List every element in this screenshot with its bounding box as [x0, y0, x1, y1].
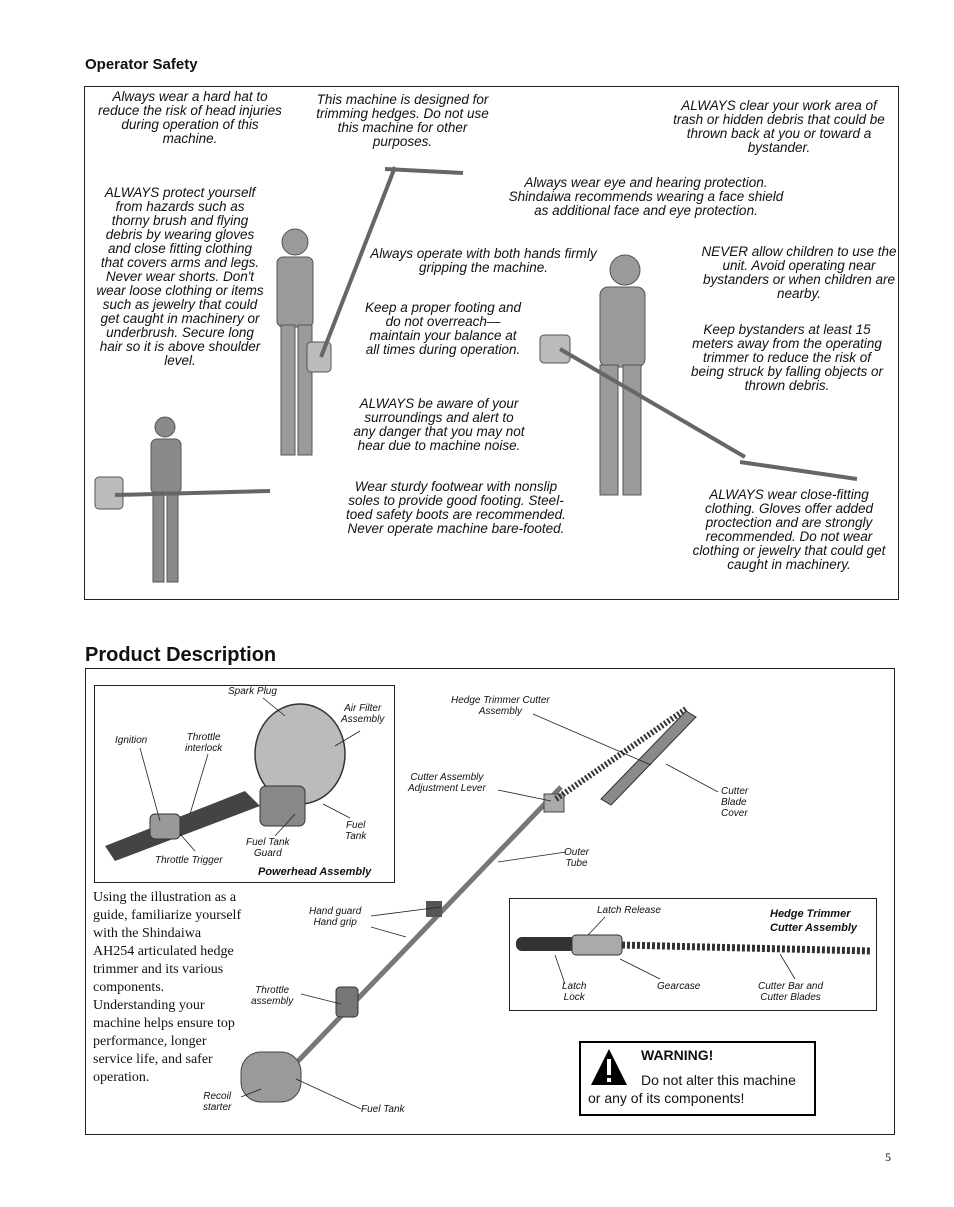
label-throttle-interlock: Throttle interlock: [185, 732, 223, 754]
warning-box: [579, 1041, 816, 1116]
throttle-grip: [150, 814, 180, 839]
operator-safety-box: [84, 86, 899, 600]
warning-title: WARNING!: [641, 1047, 714, 1063]
warning-line-2: or any of its components!: [588, 1090, 745, 1106]
page-number: 5: [885, 1150, 891, 1164]
engine-body: [241, 1052, 301, 1102]
label-air-filter: Air Filter Assembly: [341, 703, 385, 725]
safety-text-both-hands: Always operate with both hands firmly gripping the machine.: [370, 246, 597, 275]
safety-text-footing: Keep a proper footing and do not overreach—maintain your balance at all times during operation.: [364, 300, 522, 357]
intro-paragraph: Using the illustration as a guide, familiarize yourself with the Shindaiwa AH254 articulated hedge trimmer and its various components. Understanding your machine helps ensure top performance, longer service life, and safer operation.: [93, 890, 242, 1085]
safety-text-clothing: ALWAYS wear close-fitting clothing. Gloves offer added proctection and are strongly recommended. Do not wear clothing or jewelry that could get caught in machinery.: [692, 487, 886, 572]
powerhead-shaft: [105, 791, 260, 861]
safety-text-protect-yourself: ALWAYS protect yourself from hazards such as thorny brush and flying debris by wearing gloves and close fitting clothing that covers arms and legs. Never wear shorts. Don't wear loose clothing or items such as jewelry that could get caught in machinery or underbrush. Secure long hair so it is above shoulder level.: [96, 185, 264, 368]
product-description-box: [85, 668, 895, 1135]
worker-figure-left: [95, 417, 270, 582]
label-blade-cover: Cutter Blade Cover: [721, 786, 749, 819]
inset-gearcase: [572, 935, 622, 955]
label-fuel-tank-main: Fuel Tank: [361, 1104, 405, 1115]
safety-text-bystanders: Keep bystanders at least 15 meters away from the operating trimmer to reduce the risk of being struck by falling objects or thrown debris.: [690, 322, 884, 393]
label-hedge-cutter-assembly: Hedge Trimmer Cutter Assembly: [451, 695, 550, 717]
warning-line-1: Do not alter this machine: [641, 1072, 796, 1088]
safety-text-surroundings: ALWAYS be aware of your surroundings and alert to any danger that you may not hear due to machine noise.: [353, 396, 525, 453]
label-ignition: Ignition: [115, 735, 148, 746]
safety-text-eye-hearing: Always wear eye and hearing protection. Shindaiwa recommends wearing a face shield as additional face and eye protection.: [508, 175, 784, 218]
warning-icon: [589, 1047, 629, 1087]
cutter-inset-title: Hedge Trimmer Cutter Assembly: [770, 908, 858, 934]
product-description-heading: Product Description: [85, 644, 277, 666]
label-latch-release: Latch Release: [597, 905, 661, 916]
throttle-handle: [336, 987, 358, 1017]
label-fuel-tank: Fuel Tank: [345, 820, 367, 842]
label-gearcase: Gearcase: [657, 981, 701, 992]
label-fuel-tank-guard: Fuel Tank Guard: [246, 837, 290, 859]
label-latch-lock: Latch Lock: [562, 981, 587, 1003]
safety-text-clear-work-area: ALWAYS clear your work area of trash or hidden debris that could be thrown back at you or toward a bystander.: [673, 98, 885, 155]
inset-shaft: [516, 937, 576, 951]
fuel-tank: [260, 786, 305, 826]
safety-text-hard-hat: Always wear a hard hat to reduce the risk of head injuries during operation of this machine.: [98, 89, 282, 146]
label-throttle-assembly: Throttle assembly: [251, 985, 294, 1007]
powerhead-title: Powerhead Assembly: [258, 866, 372, 878]
safety-text-children: NEVER allow children to use the unit. Avoid operating near bystanders or when children are nearby.: [701, 244, 897, 301]
label-cutter-bar: Cutter Bar and Cutter Blades: [758, 981, 824, 1003]
label-adjustment-lever: Cutter Assembly Adjustment Lever: [408, 772, 486, 794]
safety-text-footwear: Wear sturdy footwear with nonslip soles to provide good footing. Steel-toed safety boots are recommended. Never operate machine bare-footed.: [346, 479, 566, 536]
powerhead-inset: [94, 685, 395, 883]
label-hand-guard: Hand guard Hand grip: [309, 906, 362, 928]
cutter-inset: [509, 898, 877, 1011]
operator-safety-heading: Operator Safety: [85, 56, 198, 73]
label-throttle-trigger: Throttle Trigger: [155, 855, 223, 866]
label-spark-plug: Spark Plug: [228, 686, 277, 697]
label-outer-tube: Outer Tube: [564, 847, 590, 869]
safety-text-intended-use: This machine is designed for trimming hedges. Do not use this machine for other purposes.: [316, 92, 489, 149]
label-recoil-starter: Recoil starter: [203, 1091, 232, 1113]
inset-cutter-bar: [622, 945, 870, 951]
